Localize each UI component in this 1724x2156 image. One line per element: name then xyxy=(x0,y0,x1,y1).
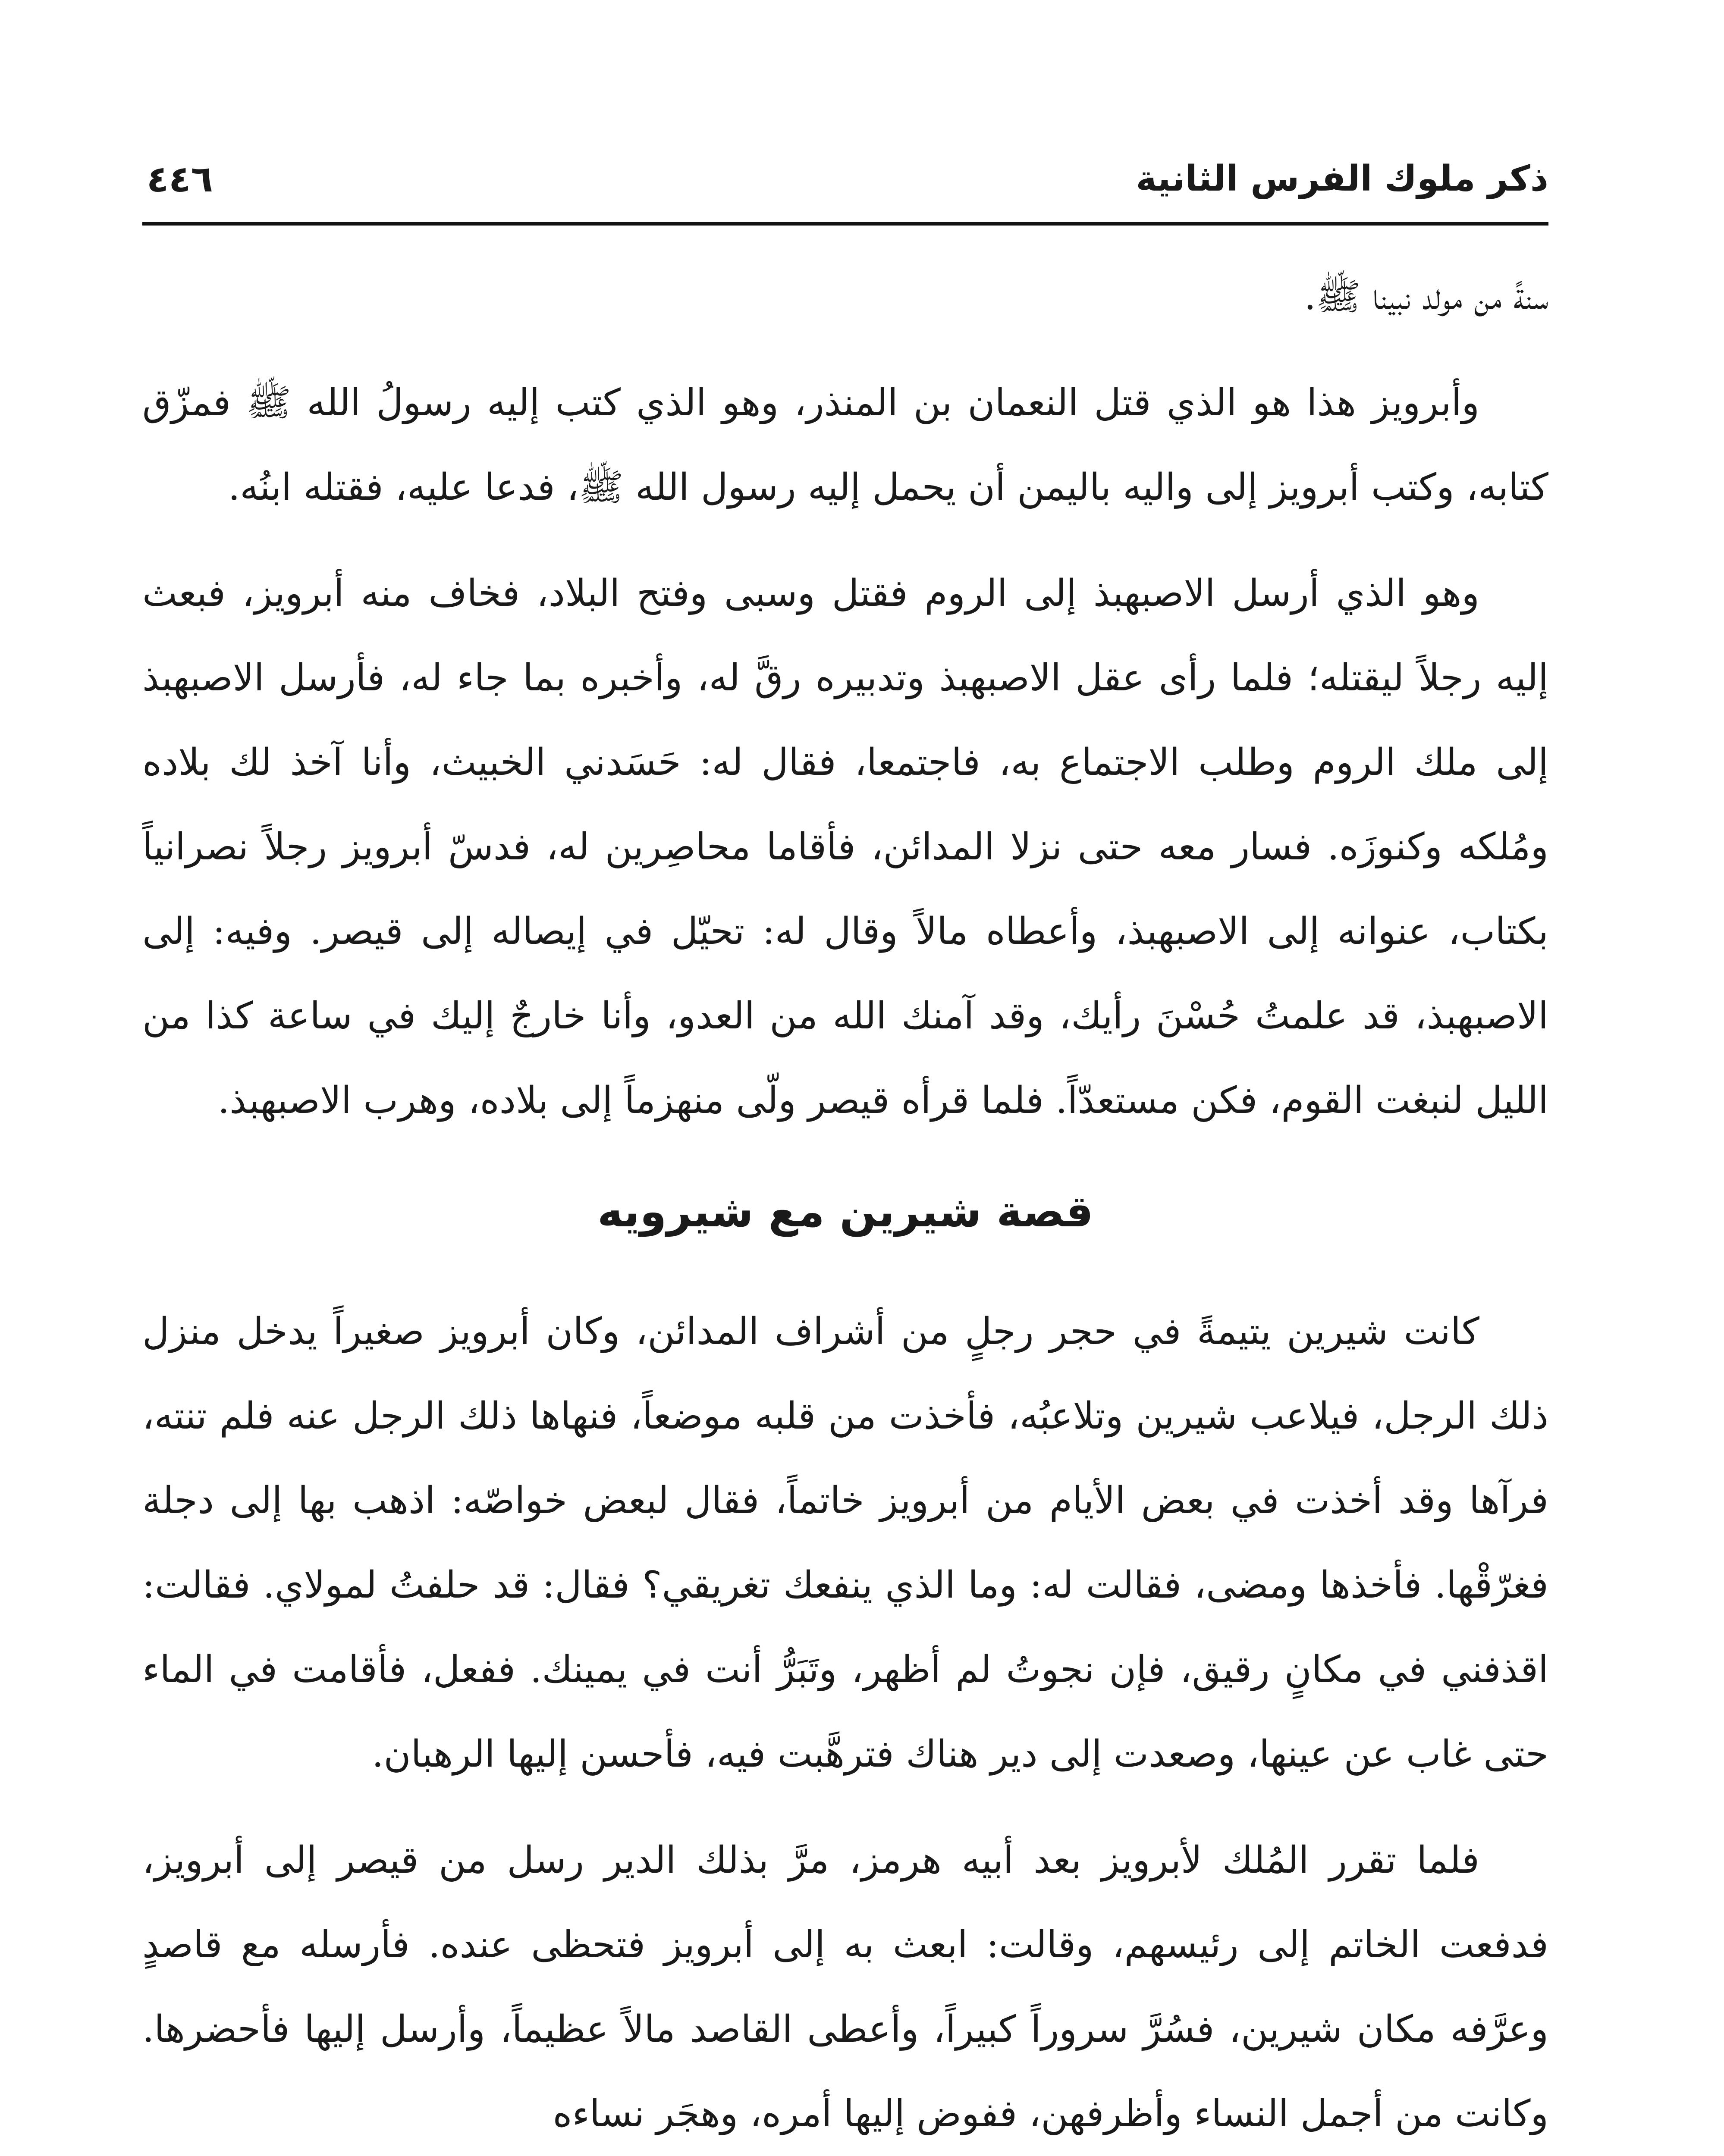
body-text xyxy=(142,254,1548,2156)
running-title: ذكر ملوك الفرس الثانية xyxy=(1136,158,1548,199)
page-header xyxy=(142,147,1548,216)
paragraph: وهو الذي أرسل الاصبهبذ إلى الروم فقتل وسبى وفتح البلاد، فخاف منه أبرويز، فبعث إليه رجلاً ليقتله؛ فلما رأى عقل الاصبهبذ وتدبيره رقَّ له، وأخبره بما جاء له، فأرسل الاصبهبذ إلى ملك الروم وطلب الاجتماع به، فاجتمعا، فقال له: حَسَدني الخبيث، وأنا آخذ لك بلاده ومُلكه وكنوزَه. فسار معه حتى نزلا المدائن، فأقاما محاصِرين له، فدسّ أبرويز رجلاً نصرانياً بكتاب، عنوانه إلى الاصبهبذ، وأعطاه مالاً وقال له: تحيّل في إيصاله إلى قيصر. وفيه: إلى الاصبهبذ، قد علمتُ حُسْنَ رأيك، وقد آمنك الله من العدو، وأنا خارجٌ إليك في ساعة كذا من الليل لنبغت القوم، فكن مستعدّاً. فلما قرأه قيصر ولّى منهزماً إلى بلاده، وهرب الاصبهبذ. xyxy=(142,572,1548,1122)
header-divider xyxy=(142,222,1548,226)
book-page xyxy=(142,129,1548,2156)
section-heading: قصة شيرين مع شيرويه xyxy=(597,1186,1093,1237)
paragraph: وأبرويز هذا هو الذي قتل النعمان بن المنذر، وهو الذي كتب إليه رسولُ الله ﷺ فمزّق كتابه، وكتب أبرويز إلى واليه باليمن أن يحمل إليه رسول الله ﷺ، فدعا عليه، فقتله ابنُه. xyxy=(142,381,1548,509)
paragraph: سنةً من مولد نبينا ﷺ. xyxy=(1304,275,1548,318)
paragraph: كانت شيرين يتيمةً في حجر رجلٍ من أشراف المدائن، وكان أبرويز صغيراً يدخل منزل ذلك الرجل، فيلاعب شيرين وتلاعبُه، فأخذت من قلبه موضعاً، فنهاها ذلك الرجل عنه فلم تنته، فرآها وقد أخذت في بعض الأيام من أبرويز خاتماً، فقال لبعض خواصّه: اذهب بها إلى دجلة فغرّقْها. فأخذها ومضى، فقالت له: وما الذي ينفعك تغريقي؟ فقال: قد حلفتُ لمولاي. فقالت: اقذفني في مكانٍ رقيق، فإن نجوتُ لم أظهر، وتَبَرُّ أنت في يمينك. ففعل، فأقامت في الماء حتى غاب عن عينها، وصعدت إلى دير هناك فترهَّبت فيه، فأحسن إليها الرهبان. xyxy=(142,1310,1548,1776)
page-number: ٤٤٦ xyxy=(147,158,213,200)
paragraph: فلما تقرر المُلك لأبرويز بعد أبيه هرمز، مرَّ بذلك الدير رسل من قيصر إلى أبرويز، فدفعت الخاتم إلى رئيسهم، وقالت: ابعث به إلى أبرويز فتحظى عنده. فأرسله مع قاصدٍ وعرَّفه مكان شيرين، فسُرَّ سروراً كبيراً، وأعطى القاصد مالاً عظيماً، وأرسل إليها فأحضرها. وكانت من أجمل النساء وأظرفهن، ففوض إليها أمره، وهجَر نساءه xyxy=(142,1839,1548,2135)
